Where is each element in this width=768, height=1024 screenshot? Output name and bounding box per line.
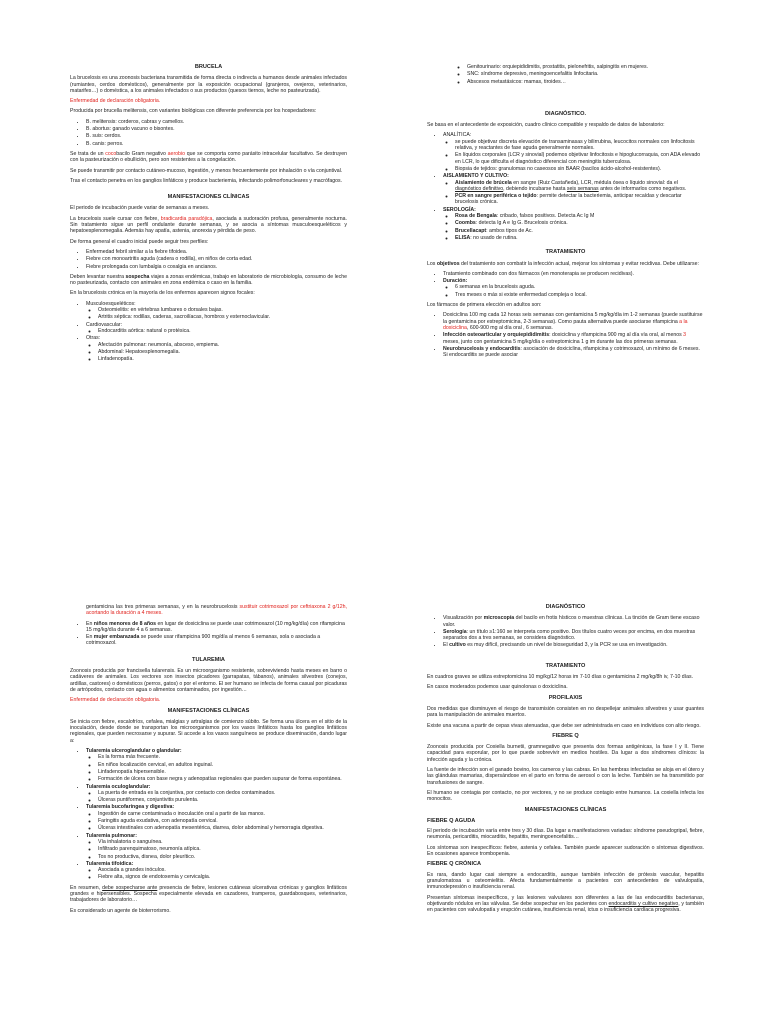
list-item: • En niños menores de 8 años en lugar de doxiciclina se puede usar cotrimoxazol (10 mg/kg/día) con rifampicina 15 mg/kg/día durante 4 a 6 semanas. <box>86 621 347 634</box>
tularemia-intro: Zoonosis producida por francisella tularensis. Es un microorganismo resistente, sobreviviendo hasta meses en barro o cadáveres de animales. Los vectores son insectos picadores (garrapatas, tábanos), animales silvestres (conejos, ardillas, castores) o domésticos (perros, gatos) o por el entorno. El ser humano se infecta de forma casual por picaduras de artrópodos, contacto con agua o alimentos contaminados, por ingestión… <box>70 668 347 693</box>
tratamiento-continued: gentamicina las tres primeras semanas, y en la neurobrucelosis sustituir cotrimoxazol por ceftriaxona 2 g/12h, acortando la duración a 4 meses. <box>86 604 347 617</box>
list-item: ◦ Endocarditis aórtica: natural o protésica. <box>98 328 347 334</box>
list-item: • Cardiovascular: ◦ Endocarditis aórtica: natural o protésica. <box>86 322 347 335</box>
list-item: • Visualización por microscopía del bacilo en frotis hísticos o muestras clínicas. La tinción de Gram tiene escaso valor. <box>443 615 704 628</box>
list-item: • El cultivo es muy difícil, precisando un nivel de bioseguridad 3, y la PCR se usa en investigación. <box>443 642 704 648</box>
list-item: • Musculoesqueléticos: ◦ Osteomielitis: en vértebras lumbares o dorsales bajas. ◦ Artritis séptica: rodillas, caderas, sacroilíacas, hombros y esternoclavicular. <box>86 301 347 321</box>
list-item: • Infección osteoarticular y orquiepididimitis: doxiciclina y rifampicina 900 mg al día vía oral, al menos 3 meses, junto con gentamicina 5 mg/kg/día o estreptomicina 1 g im durante las dos primeras semanas. <box>443 332 704 345</box>
list-item: • ANALÍTICA: ◦ se puede objetivar discreta elevación de transaminasas y bilirrubina, leucocitos normales con linfocitosis relativa, y reactantes de fase aguda generalmente normales. ◦ En líquidos corporales (LCR y sinovial) podemos objetivar linfocitosis e hipoglucorraquia, con ADA elevado en LCR, lo que dificulta el diagnóstico diferencial con meningitis tuberculosa. ◦ Biopsia de tejidos: granulomas no caseosos sin BAAR (bacilos ácido-alcohol-resistentes). <box>443 132 704 172</box>
fiebre-q-1: Zoonosis producida por Coxiella burnetii, gramnegativo que presenta dos formas antigénicas, la fase I y II. Tiene capacidad para esporular, por lo que puede sobrevivir en medios hostiles. Da lugar a dos síndromes clínicos: la infección aguda y la crónica. <box>427 744 704 763</box>
brucela-title: BRUCELA <box>194 64 223 70</box>
list-item: • Tularemia tifoidica: ◦ Asociada a grandes inóculos. ◦ Fiebre alta, signos de endotoxemia y cervicalgia. <box>86 861 347 881</box>
list-item: ◦ Linfadenopatía hipersensible. <box>98 769 347 775</box>
tratamiento-title: TRATAMIENTO <box>545 249 586 256</box>
list-item: • Tularemia bucofaríngea y digestiva: ◦ Ingestión de carne contaminada o inoculación oral a partir de las manos. ◦ Faringitis aguda exudativa, con adenopatía cervical. ◦ Úlceras intestinales con adenopatía mesentérica, diarrea, dolor abdominal y hemorragia digestiva. <box>86 804 347 831</box>
tularemia-diag-title: DIAGNÓSTICO <box>545 604 586 610</box>
list-item: ◦ Biopsia de tejidos: granulomas no caseosos sin BAAR (bacilos ácido-alcohol-resistentes). <box>455 166 704 172</box>
curso-paragraph: La brucelosis suele cursar con fiebre, bradicardia paradójica, asociada a sudoración profusa, generalmente nocturna. Sin tratamiento sigue un perfil ondulante durante semanas, y se asocia a síntomas musculoesqueléticos y hepatoesplenomegalia. Además hay apatía, astenia, anorexia y pérdida de peso. <box>70 215 347 235</box>
mc-title: MANIFESTACIONES CLÍNICAS <box>167 194 250 201</box>
list-item: ◦ ELISA: no usado de rutina. <box>455 235 704 241</box>
focal-list <box>70 301 347 363</box>
list-item: ◦ La puerta de entrada es la conjuntiva, por contacto con dedos contaminados. <box>98 790 347 796</box>
list-item: ◦ Faringitis aguda exudativa, con adenopatía cervical. <box>98 818 347 824</box>
list-item: ◦ Fiebre alta, signos de endotoxemia y cervicalgia. <box>98 874 347 880</box>
resumen-paragraph: En resumen, debe sospecharse ante presencia de fiebre, lesiones cutáneas ulcerativas crónicas y ganglios linfáticos grandes e hipersensibles. Sospecha especialmente elevada en cazadores, tramperos, guardabosques, veterinarios, trabajadores de laboratorio… <box>70 884 347 904</box>
fiebre-q-3: El humano se contagia por contacto, no por vectores, y no se produce contagio entre humanos. La coxiella infecta los monocitos. <box>427 789 704 803</box>
list-item: • SEROLOGÍA: ◦ Rosa de Bengala: cribado, falsos positivos. Detecta Ac Ig M ◦ Coombs: detecta Ig A e Ig G. Brucelosis crónica. ◦ Brucellacapt: ambos tipos de Ac. ◦ ELISA: no usado de rutina. <box>443 207 704 241</box>
list-item: ◦ SNC: síndrome depresivo, meningoencefalitis linfocitaria. <box>467 71 704 77</box>
list-item: ◦ Rosa de Bengala: cribado, falsos positivos. Detecta Ac Ig M <box>455 213 704 219</box>
list-item: ◦ Infiltrado parenquimatoso, neumonía atípica. <box>98 846 347 852</box>
farmacos-list <box>427 312 704 358</box>
trat-graves: En cuadros graves se utiliza estreptomicina 10 mg/kg/12 horas im 7-10 días o gentamicina 2 mg/kg/8h iv, 7-10 días. <box>427 674 694 681</box>
page2-right-column <box>427 604 704 917</box>
brucela-edo: Enfermedad de declaración obligatoria. <box>70 98 161 105</box>
list-item: ◦ Abscesos metastásicos: mamas, tiroides… <box>467 79 704 85</box>
brucela-intro: La brucelosis es una zoonosis bacteriana transmitida de forma directa o indirecta a humanos desde animales infectados (rumiantes, cerdos domésticos), generalmente por la exposición ocupacional (granjeros, ovejeros, veterinarios, matarifes…) o doméstica, a los animales infectados o sus productos (quesos tiernos, leche no pasteurizada). <box>70 75 347 94</box>
tularemia-edo: Enfermedad de declaración obligatoria. <box>70 697 161 704</box>
list-item: • Neurobrucelosis y endocarditis: asociación de doxiciclina, rifampicina y cotrimoxazol, un mínimo de 6 meses. Si endocarditis se puede asociar <box>443 346 704 359</box>
list-item: • Tularemia oculoglandular: ◦ La puerta de entrada es la conjuntiva, por contacto con dedos contaminados. ◦ Úlceras puntiformes, conjuntivitis purulenta. <box>86 784 347 804</box>
tularemia-inicio: Se inicia con fiebre, escalofríos, cefalea, mialgias y artralgias de comienzo súbito. Se forma una úlcera en el sitio de la inoculación, desde donde se transportan los microorganismos por los vasos linfáticos hasta los ganglios linfáticos regionales, que pueden necrosarse y supurar. Si accede a los vasos sanguíneos se produce diseminación, dando lugar a: <box>70 718 347 744</box>
diag-intro: Se basa en el antecedente de exposición, cuadro clínico compatible y respaldo de datos de laboratorio: <box>427 122 665 129</box>
page2-left-column <box>70 604 347 918</box>
list-item: • B. canis: perros. <box>86 141 347 147</box>
list-item: ◦ Tres meses o más si existe enfermedad compleja o local. <box>455 292 704 298</box>
list-item: ◦ Tos no productiva, disnea, dolor pleurítico. <box>98 854 347 860</box>
fiebre-q-title: FIEBRE Q <box>552 732 579 739</box>
tularemia-diag-list <box>427 615 704 648</box>
list-item: • B. melitensis: corderos, cabras y camellos. <box>86 119 347 125</box>
diagnostico-title: DIAGNÓSTICO. <box>544 110 587 117</box>
brucela-producida: Producida por brucella melitensis, con variantes biológicas con diferente preferencia por los hospedadores: <box>70 108 317 115</box>
perfiles-list <box>70 249 347 270</box>
list-item: ◦ Aislamiento de brúcela en sangre (Ruiz Castañeda), LCR, médula ósea o líquido sinovial: da el diagnóstico definitivo, debiendo incubarse hasta seis semanas antes de informarlos como negativos. <box>455 180 704 193</box>
list-item: ◦ Artritis séptica: rodillas, caderas, sacroilíacas, hombros y esternoclavicular. <box>98 314 347 320</box>
diagnostico-list <box>427 132 704 241</box>
tularemia-forms-list <box>70 748 347 881</box>
list-item: • Doxiciclina 100 mg cada 12 horas seis semanas con gentamicina 5 mg/kg/día im 1-2 semanas (puede sustituirse la gentamicina por estreptomicina, 2-3 semanas). Como pauta alternativa puede asociarse rifampicina a la doxiciclina, 600-900 mg al día oral , 6 semanas. <box>443 312 704 331</box>
fiebre-q-cronica-title: FIEBRE Q CRÓNICA <box>427 861 482 868</box>
cronica-paragraph: En la brucelosis crónica en la mayoría de los enfermos aparecen signos focales: <box>70 290 255 297</box>
list-item: ◦ Asociada a grandes inóculos. <box>98 867 347 873</box>
list-item: ◦ Coombs: detecta Ig A e Ig G. Brucelosis crónica. <box>455 220 704 226</box>
list-item: • Fiebre prolongada con lumbalgia o coxalgia en ancianos. <box>86 264 347 270</box>
coco-paragraph: Se trata de un cocobacilo Gram negativo aerobio que se comporta como parásito intracelular facultativo. Se destruyen con la pasteurización o ebullición, pero son resistentes a la congelación. <box>70 150 347 164</box>
list-item: ◦ Genitourinario: orquiepididimitis, prostatitis, pielonefritis, salpingitis en mujeres. <box>467 64 704 70</box>
list-item: ◦ Afectación pulmonar: neumonía, absceso, empiema. <box>98 342 347 348</box>
list-item: • En mujer embarazada se puede usar rifampicina 900 mg/día al menos 6 semanas, sola o asociada a cotrimoxazol. <box>86 634 347 647</box>
list-item: • AISLAMIENTO Y CULTIVO: ◦ Aislamiento de brúcela en sangre (Ruiz Castañeda), LCR, médula ósea o líquido sinovial: da el diagnóstico definitivo, debiendo incubarse hasta seis semanas antes de informarlos como negativos. ◦ PCR en sangre periférica o tejido: permite detectar la bacteriemia, anticipar recaídas y descartar brucelosis crónica. <box>443 173 704 205</box>
tularemia-title: TULAREMIA <box>192 656 225 663</box>
list-item: ◦ se puede objetivar discreta elevación de transaminasas y bilirrubina, leucocitos normales con linfocitosis relativa, y reactantes de fase aguda generalmente normales. <box>455 139 704 152</box>
page1-left-column <box>70 64 347 366</box>
fiebre-q-cronica-2: Presentan síntomas inespecíficos, y las lesiones valvulares son diferentes a las de las endocarditis bacterianas, objetivando nódulos en las válvulas. Se debe sospechar en los pacientes con endocarditis y cultivo negativo, y también en pacientes con valvulopatía y erupción cutánea, insuficiencia renal, ictus o insuficiencia cardíaca progresiva. <box>427 894 704 914</box>
profilaxis-title: PROFILAXIS <box>548 694 583 701</box>
sospecha-paragraph: Deben levantar nuestra sospecha viajes a zonas endémicas, trabajo en laboratorio de microbiología, consumo de leche no pasteurizada, contacto con animales en zona endémica o caso en la familia. <box>70 273 347 287</box>
fiebre-q-aguda-title: FIEBRE Q AGUDA <box>427 817 476 824</box>
farmacos-paragraph: Los fármacos de primera elección en adultos son: <box>427 302 542 309</box>
list-item: ◦ Osteomielitis: en vértebras lumbares o dorsales bajas. <box>98 307 347 313</box>
list-item: • Serología: un título ≥1:160 se interpreta como positivo. Dos títulos cuatro veces por encima, en dos muestras separados dos a tres semanas, se considera diagnóstico. <box>443 629 704 642</box>
hosts-list <box>70 119 347 147</box>
page1-right-column <box>427 64 704 362</box>
list-item: • B. abortus: ganado vacuno o bisontes. <box>86 126 347 132</box>
list-item: ◦ Formación de úlcera con base negra y adenopatías regionales que pueden supurar de forma espontánea. <box>98 776 347 782</box>
list-item: ◦ Linfadenopatía. <box>98 356 347 362</box>
list-item: ◦ Abdominal: Hepatoesplenomegalia. <box>98 349 347 355</box>
tratamiento-list <box>427 271 704 298</box>
list-item: ◦ Úlceras intestinales con adenopatía mesentérica, diarrea, dolor abdominal y hemorragia digestiva. <box>98 825 347 831</box>
profilaxis-1: Dos medidas que disminuyen el riesgo de transmisión consisten en no despellejar animales silvestres y usar guantes para la manipulación de animales muertos. <box>427 705 704 719</box>
tras-paragraph: Tras el contacto penetra en los ganglios linfáticos y produce bacteriemia, infectando polimorfonucleares y macrófagos. <box>70 177 343 184</box>
bioterrorismo-paragraph: Es considerado un agente de bioterrorismo. <box>70 907 171 914</box>
fiebre-q-cronica-1: Es rara, dando lugar casi siempre a endocarditis, aunque también infección de prótesis vascular, hepatitis granulomatosa u osteomielitis. Afecta fundamentalmente a pacientes con antecedentes de valvulopatía, inmunodepresión o insuficiencia renal. <box>427 871 704 891</box>
fiebre-q-aguda-2: Los síntomas son inespecíficos: fiebre, astenia y cefalea. También puede aparecer sudoración o síntomas digestivos. En ocasiones aparece trombopenia. <box>427 844 704 858</box>
list-item: ◦ Vía inhalatoria o sanguínea. <box>98 839 347 845</box>
tularemia-trat-title: TRATAMIENTO <box>545 662 586 669</box>
profilaxis-2: Existe una vacuna a partir de cepas vivas atenuadas, que debe ser administrada en caso en individuos con alto riesgo. <box>427 722 701 729</box>
list-item: ◦ En niños localización cervical, en adultos inguinal. <box>98 762 347 768</box>
incub-paragraph: El periodo de incubación puede variar de semanas a meses. <box>70 205 210 212</box>
fiebre-q-aguda-1: El periodo de incubación varía entre tres y 30 días. Da lugar a manifestaciones variadas: síndrome pseudogripal, fiebre, neumonía, pericarditis, miocarditis, hepatitis, meningoencefalitis… <box>427 828 704 841</box>
forma-general: De forma general el cuadro inicial puede seguir tres perfiles: <box>70 238 209 245</box>
list-item: ◦ Úlceras puntiformes, conjuntivitis purulenta. <box>98 797 347 803</box>
list-item: ◦ Brucellacapt: ambos tipos de Ac. <box>455 228 704 234</box>
list-item: ◦ Es la forma más frecuente. <box>98 754 347 760</box>
tularemia-mc-title: MANIFESTACIONES CLÍNICAS <box>167 707 250 714</box>
list-item: ◦ 6 semanas en la brucelosis aguda. <box>455 284 704 290</box>
special-cases-list <box>70 621 347 647</box>
transmit-paragraph: Se puede transmitir por contacto cutáneo-mucoso, ingestión, y menos frecuentemente por inhalación o vía conjuntival. <box>70 167 343 174</box>
list-item: • Tularemia pulmonar: ◦ Vía inhalatoria o sanguínea. ◦ Infiltrado parenquimatoso, neumonía atípica. ◦ Tos no productiva, disnea, dolor pleurítico. <box>86 833 347 860</box>
list-item: ◦ Ingestión de carne contaminada o inoculación oral a partir de las manos. <box>98 811 347 817</box>
focal-continued-list <box>427 64 704 85</box>
trat-moderados: En casos moderados podemos usar quinolonas o doxiciclina. <box>427 684 568 691</box>
list-item: ◦ PCR en sangre periférica o tejido: permite detectar la bacteriemia, anticipar recaídas y descartar brucelosis crónica. <box>455 193 704 206</box>
list-item: • Otras: ◦ Afectación pulmonar: neumonía, absceso, empiema. ◦ Abdominal: Hepatoesplenomegalia. ◦ Linfadenopatía. <box>86 335 347 362</box>
list-item: • Tratamiento combinado con dos fármacos (en monoterapia se producen recidivas). <box>443 271 704 277</box>
tratamiento-intro: Los objetivos del tratamiento son combatir la infección actual, mejorar los síntomas y evitar recidivas. Debe utilizarse: <box>427 260 699 267</box>
list-item: • Enfermedad febril similar a la fiebre tifoidea. <box>86 249 347 255</box>
list-item: • B. suis: cerdos. <box>86 133 347 139</box>
fiebre-q-2: La fuente de infección son el ganado bovino, los carneros y las cabras. En las hembras infectadas se aloja en el útero y las glándulas mamarias, dispersándose en el parto en forma de aerosol o con la leche. También se ha transmitido por transfusiones de sangre. <box>427 767 704 786</box>
list-item: • Fiebre con monoartritis aguda (cadera o rodilla), en niños de corta edad. <box>86 256 347 262</box>
fiebre-q-mc-title: MANIFESTACIONES CLÍNICAS <box>524 806 607 813</box>
list-item: ◦ En líquidos corporales (LCR y sinovial) podemos objetivar linfocitosis e hipoglucorraquia, con ADA elevado en LCR, lo que dificulta el diagnóstico diferencial con meningitis tuberculosa. <box>455 152 704 165</box>
list-item: • Tularemia ulceroglandular o glandular: ◦ Es la forma más frecuente. ◦ En niños localización cervical, en adultos inguinal. ◦ Linfadenopatía hipersensible. ◦ Formación de úlcera con base negra y adenopatías regionales que pueden supurar de forma espontánea. <box>86 748 347 782</box>
list-item: • Duración: ◦ 6 semanas en la brucelosis aguda. ◦ Tres meses o más si existe enfermedad compleja o local. <box>443 278 704 298</box>
